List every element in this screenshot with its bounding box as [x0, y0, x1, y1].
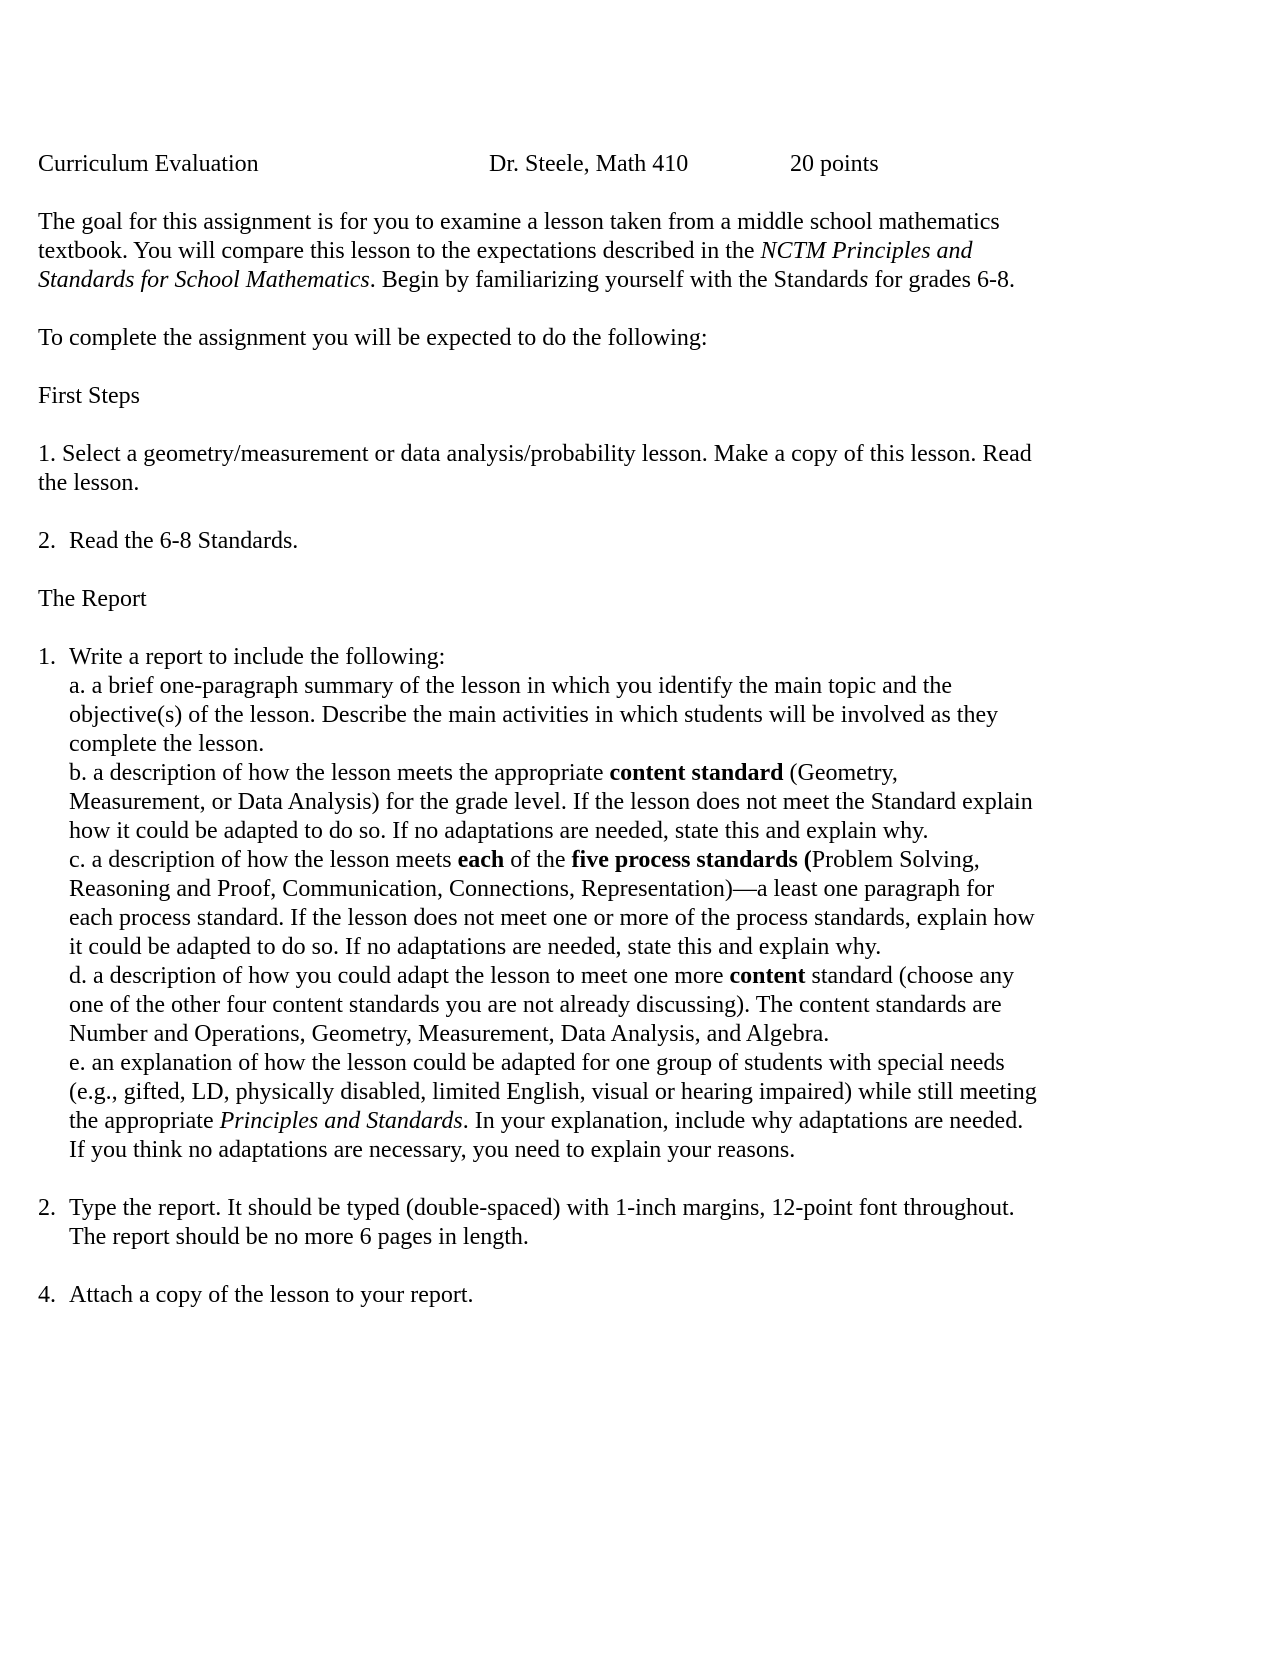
intro-paragraph: The goal for this assignment is for you to examine a lesson taken from a middle school mathematics textbook. You will compare this lesson to the expectations described in the NCTM Principles and Standards for School Mathematics. Begin by familiarizing yourself with the Standards for grades 6-8.	[38, 209, 1015, 293]
instructor-course: Dr. Steele, Math 410	[489, 151, 689, 177]
points-value: 20 points	[790, 151, 879, 177]
nctm-title: NCTM Principles and Standards for School Mathematics	[38, 238, 973, 293]
complete-instructions: To complete the assignment you will be expected to do the following:	[38, 325, 708, 351]
sub-item-d: d. a description of how you could adapt the lesson to meet one more content standard (choose any one of the other four content standards you are not already discussing). The content standards are Number and Operations, Geometry, Measurement, Data Analysis, and Algebra.	[69, 963, 1015, 1047]
sub-item-e: e. an explanation of how the lesson could be adapted for one group of students with special needs (e.g., gifted, LD, physically disabled, limited English, visual or hearing impaired) while still meeting the appropriate Principles and Standards. In your explanation, include why adaptations are needed. If you think no adaptations are necessary, you need to explain your reasons.	[69, 1050, 1037, 1163]
document-header	[38, 150, 1038, 179]
report-item-1-text: Write a report to include the following:	[69, 644, 446, 670]
sub-item-a: a. a brief one-paragraph summary of the lesson in which you identify the main topic and the objective(s) of the lesson. Describe the main activities in which students will be involved as they complete the lesson.	[69, 673, 999, 757]
sub-item-c: c. a description of how the lesson meets each of the five process standards (Problem Solving, Reasoning and Proof, Communication, Connections, Representation)—a least one paragraph for each process standard. If the lesson does not meet one or more of the process standards, explain how it could be adapted to do so. If no adaptations are needed, state this and explain why.	[69, 847, 1035, 960]
report-item-1: 1. Write a report to include the following: a. a brief one-paragraph summary of the lesson in which you identify the main topic and the objective(s) of the lesson. Describe the main activities in which students will be involved as they complete the lesson. b. a description of how the lesson meets the appropriate content standard (Geometry, Measurement, or Data Analysis) for the grade level. If the lesson does not meet the Standard explain how it could be adapted to do so. If no adaptations are needed, state this and explain why. c. a description of how the lesson meets each of the five process standards (Problem Solving, Reasoning and Proof, Communication, Connections, Representation)—a least one paragraph for each process standard. If the lesson does not meet one or more of the process standards, explain how it could be adapted to do so. If no adaptations are needed, state this and explain why. d. a description of how you could adapt the lesson to meet one more content standard (choose any one of the other four content standards you are not already discussing). The content standards are Number and Operations, Geometry, Measurement, Data Analysis, and Algebra. e. an explanation of how the lesson could be adapted for one group of students with special needs (e.g., gifted, LD, physically disabled, limited English, visual or hearing impaired) while still meeting the appropriate Principles and Standards. In your explanation, include why adaptations are needed. If you think no adaptations are necessary, you need to explain your reasons.	[38, 644, 1037, 1163]
sub-item-b: b. a description of how the lesson meets the appropriate content standard (Geometry, Measurement, or Data Analysis) for the grade level. If the lesson does not meet the Standard explain how it could be adapted to do so. If no adaptations are needed, state this and explain why.	[69, 760, 1033, 844]
document-page	[38, 150, 1038, 1310]
course-title: Curriculum Evaluation	[38, 151, 259, 177]
report-item-2: 2. Type the report. It should be typed (double-spaced) with 1-inch margins, 12-point font throughout. The report should be no more 6 pages in length.	[38, 1195, 1015, 1250]
first-step-1: 1. Select a geometry/measurement or data analysis/probability lesson. Make a copy of this lesson. Read the lesson.	[38, 441, 1032, 496]
report-item-4: 4. Attach a copy of the lesson to your report.	[38, 1282, 474, 1308]
first-steps-heading: First Steps	[38, 383, 141, 409]
first-step-2: 2. Read the 6-8 Standards.	[38, 528, 299, 554]
report-heading: The Report	[38, 586, 147, 612]
